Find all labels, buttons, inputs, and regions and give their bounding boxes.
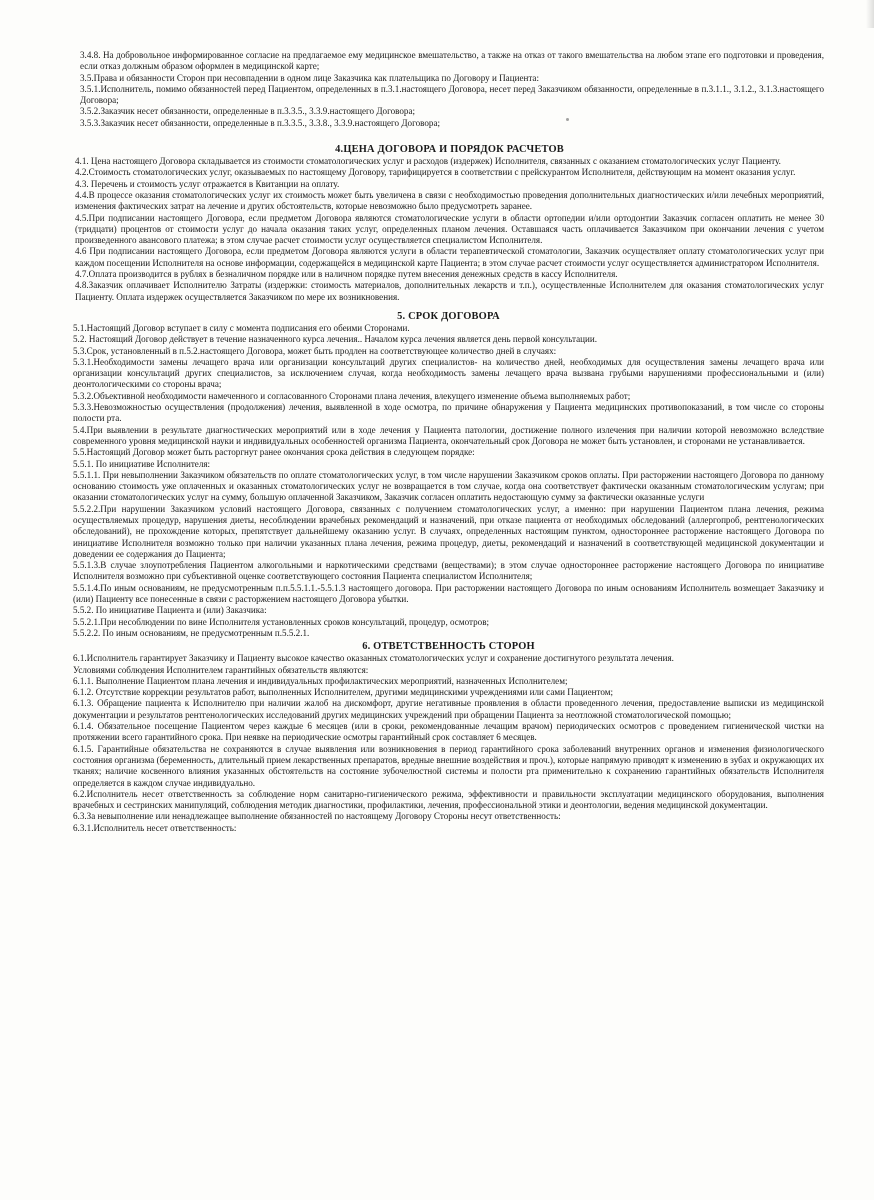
intro-clauses: [76, 50, 824, 129]
clause-4-6: 4.6 При подписании настоящего Договора, если предметом Договора являются услуги в области терапевтической стоматологии, Заказчик осуществляет оплату стоматологических услуг при каждом посещении Исполнителя на основе информации, содержащейся в медицинской карте Пациента; в этом случае расчет стоимости услуг осуществляется администратором Исполнителя.: [75, 246, 824, 268]
clause-6-1-3: 6.1.3. Обращение пациента к Исполнителю при наличии жалоб на дискомфорт, другие негативные проявления в области проведенного лечения, предоставление выписки из медицинской документации и результатов рентгенологических исследований других медицинских учреждений при обращении Пациента за неотложной стоматологической помощью;: [73, 698, 824, 720]
section-6-title: 6. ОТВЕТСТВЕННОСТЬ СТОРОН: [362, 641, 535, 653]
clause-5-1: 5.1.Настоящий Договор вступает в силу с момента подписания его обеими Сторонами.: [73, 322, 410, 333]
clause-5-5-1-3: 5.5.1.3.В случае злоупотребления Пациентом алкогольными и наркотическими средствами (веществами); в этом случае одностороннее расторжение настоящего Договора по инициативе Исполнителя возможно при субъективной оценке соответствующего состояния Пациента специалистом Исполнителя;: [73, 560, 824, 582]
clause-4-3: 4.3. Перечень и стоимость услуг отражается в Квитанции на оплату.: [75, 178, 340, 189]
clause-4-4: 4.4.В процессе оказания стоматологических услуг их стоимость может быть увеличена в связи с необходимостью проведения дополнительных диагностических и/или лечебных мероприятий, изменения фактических затрат на лечение и других обстоятельств, которые невозможно было предусмотреть заранее.: [75, 189, 824, 212]
section-4: [75, 144, 824, 303]
clause-5-3: 5.3.Срок, установленный в п.5.2.настоящего Договора, может быть продлен на соответствующее количество дней в случаях:: [73, 345, 557, 356]
clause-6-3-1: 6.3.1.Исполнитель несет ответственность:: [73, 822, 237, 833]
clause-4-7: 4.7.Оплата производится в рублях в безналичном порядке или в наличном порядке путем внесения денежных средств в кассу Исполнителя.: [75, 269, 618, 280]
warranty-conditions: Условиями соблюдения Исполнителем гарантийных обязательств являются:: [73, 664, 369, 675]
clause-5-5-1-4: 5.5.1.4.По иным основаниям, не предусмотренным п.п.5.5.1.1.-5.5.1.3 настоящего договора. При расторжении настоящего Договора по иным основаниям Исполнитель возмещает Заказчику и (или) Пациенту все понесенные в связи с расторжением настоящего Договора убытки.: [73, 582, 824, 605]
scan-speck: [566, 118, 569, 121]
clause-6-3: 6.3.За невыполнение или ненадлежащее выполнение обязанностей по настоящему Договору Стороны несут ответственность:: [73, 811, 561, 822]
clause-5-3-3: 5.3.3.Невозможностью осуществления (продолжения) лечения, выявленной в ходе осмотра, по причине обнаружения у Пациента медицинских противопоказаний, в том числе со стороны полости рта.: [73, 402, 824, 424]
clause-5-5-2-2-a: 5.5.2.2.При нарушении Заказчиком условий настоящего Договора, связанных с получением стоматологических услуг, а именно: при нарушении Пациентом плана лечения, режима осуществляемых процедур, нарушения диеты, несоблюдении врачебных рекомендаций и назначений, при отказе пациента от необходимых обследований (аллергопроб, рентгенологических обследований), не прохождение которых, препятствует дальнейшему оказанию услуг. В случаях, определенных настоящим пунктом, одностороннее расторжение настоящего Договора по инициативе Исполнителя возможно только при наличии указанных плана лечения, режима процедур, диеты, рекомендаций и назначений в соответствующей медицинской документации и доведении ее содержания до Пациента;: [73, 503, 824, 559]
clause-5-3-2: 5.3.2.Объективной необходимости намеченного и согласованного Сторонами плана лечения, влекущего изменение объема выполняемых работ;: [73, 390, 631, 401]
clause-3-5: 3.5.Права и обязанности Сторон при несовпадении в одном лице Заказчика как плательщика по Договору и Пациента:: [80, 72, 539, 83]
clause-3-5-3: 3.5.3.Заказчик несет обязанности, определенные в п.3.3.5., 3.3.8., 3.3.9.настоящего Договора;: [80, 117, 441, 128]
clause-6-1-4: 6.1.4. Обязательное посещение Пациентом через каждые 6 месяцев (или в сроки, рекомендованные лечащим врачом) периодических осмотров с проведением гигиенической чистки на протяжении всего гарантийного срока. При неявке на периодические осмотры гарантийный срок составляет 6 месяцев.: [73, 721, 824, 743]
clause-3-5-1: 3.5.1.Исполнитель, помимо обязанностей перед Пациентом, определенных в п.3.1.настоящего Договора, несет перед Заказчиком обязанности, определенные в п.3.1.1., 3.1.2., 3.1.3.настоящего Договора;: [80, 83, 824, 106]
clause-3-4-8: 3.4.8. На добровольное информированное согласие на предлагаемое ему медицинское вмешательство, а также на отказ от такого вмешательства на любом этапе его подготовки и проведения, если отказ должным образом оформлен в медицинской карте;: [80, 50, 824, 72]
clause-6-1-5: 6.1.5. Гарантийные обязательства не сохраняются в случае выявления или возникновения в период гарантийного срока заболеваний внутренних органов и изменения физиологического состояния организма (беременность, длительный прием лекарственных препаратов, вредные внешние воздействия и проч.), которые напрямую приводят к изменению в зубах и окружающих их тканях; наличие косвенного влияния указанных обстоятельств на состояние зубочелюстной системы и полости рта применительно к сохранению гарантийных обязательств Исполнителя определяется в каждом случае индивидуально.: [73, 743, 824, 788]
clause-5-5-2-2: 5.5.2.2. По иным основаниям, не предусмотренным п.5.5.2.1.: [73, 627, 310, 638]
clause-5-5-1: 5.5.1. По инициативе Исполнителя:: [73, 458, 211, 469]
clause-6-1: 6.1.Исполнитель гарантирует Заказчику и Пациенту высокое качество оказанных стоматологических услуг и сохранение достигнутого результата лечения.: [73, 653, 674, 664]
clause-3-5-2: 3.5.2.Заказчик несет обязанности, определенные в п.3.3.5., 3.3.9.настоящего Договора;: [80, 106, 416, 117]
clause-6-2: 6.2.Исполнитель несет ответственность за соблюдение норм санитарно-гигиенического режима, эффективности и правильности эксплуатации медицинского оборудования, выполнения врачебных и сестринских манипуляций, соблюдения методик диагностики, профилактики, лечения, профессиональной этики и деонтологии, ведения медицинской документации.: [73, 788, 824, 811]
clause-4-2: 4.2.Стоимость стоматологических услуг, оказываемых по настоящему Договору, тарифицируется в соответствии с прейскурантом Исполнителя, действующим на момент оказания услуг.: [75, 167, 796, 178]
section-6: [73, 641, 824, 834]
section-5: [73, 311, 824, 639]
clause-5-5: 5.5.Настоящий Договор может быть расторгнут ранее окончания срока действия в следующем порядке:: [73, 447, 475, 458]
clause-5-4: 5.4.При выявлении в результате диагностических мероприятий или в ходе лечения у Пациента патологии, достижение полного излечения при наличии которой невозможно вследствие современного уровня медицинской науки и индивидуальных особенностей организма Пациента, окончательный срок Договора не может быть установлен, и сторонами не устанавливается.: [73, 424, 824, 446]
clause-4-8: 4.8.Заказчик оплачивает Исполнителю Затраты (издержки: стоимость материалов, дополнительных лекарств и т.п.), осуществленные Исполнителем для оказания стоматологических услуг Пациенту. Оплата издержек осуществляется Заказчиком по мере их возникновения.: [75, 280, 824, 302]
scan-edge-shadow: [866, 0, 874, 28]
section-4-title: 4.ЦЕНА ДОГОВОРА И ПОРЯДОК РАСЧЕТОВ: [335, 144, 564, 156]
clause-4-1: 4.1. Цена настоящего Договора складывается из стоимости стоматологических услуг и расходов (издержек) Исполнителя, связанных с оказанием стоматологических услуг Пациенту.: [75, 156, 781, 167]
section-5-title: 5. СРОК ДОГОВОРА: [397, 310, 500, 322]
clause-6-1-2: 6.1.2. Отсутствие коррекции результатов работ, выполненных Исполнителем, другими медицинскими учреждениями или сами Пациентом;: [73, 687, 614, 698]
clause-5-5-2: 5.5.2. По инициативе Пациента и (или) Заказчика:: [73, 605, 267, 616]
clause-5-5-2-1: 5.5.2.1.При несоблюдении по вине Исполнителя установленных сроков консультаций, процедур, осмотров;: [73, 616, 490, 627]
clause-5-2: 5.2. Настоящий Договор действует в течение назначенного курса лечения.. Началом курса лечения является день первой консультации.: [73, 334, 598, 345]
clause-5-5-1-1: 5.5.1.1. При невыполнении Заказчиком обязательств по оплате стоматологических услуг, в том числе нарушении Заказчиком сроков оплаты. При расторжении настоящего Договора по данному основанию стоимость уже оплаченных и оказанных стоматологических услуг не возвращается в том случае, когда она соответствует фактически оказанным стоматологическим услугам; при оказании стоматологических услуг на сумму, большую оплаченной Заказчиком, Заказчик согласен оплатить недостающую сумму за фактически оказанные услуги: [73, 469, 824, 503]
clause-5-3-1: 5.3.1.Необходимости замены лечащего врача или организации консультаций других специалистов- на количество дней, необходимых для осуществления замены лечащего врача или организации консультаций других специалистов, за исключением случая, когда необходимость замены лечащего врача вызвана грубыми нарушениями профессиональными и (или) деонтологическими со стороны врача;: [73, 356, 824, 390]
clause-6-1-1: 6.1.1. Выполнение Пациентом плана лечения и индивидуальных профилактических мероприятий, назначенных Исполнителем;: [73, 675, 568, 686]
clause-4-5: 4.5.При подписании настоящего Договора, если предметом Договора являются стоматологические услуги в области ортопедии и/или ортодонтии Заказчик согласен оплатить не менее 30 (тридцати) процентов от стоимости услуг до начала оказания таких услуг, определенных планом лечения. Оставшаяся часть оплачивается Заказчиком при окончании лечения с учетом произведенного авансового платежа; в этом случае расчет стоимости услуг осуществляется специалистом Исполнителя.: [75, 212, 824, 246]
